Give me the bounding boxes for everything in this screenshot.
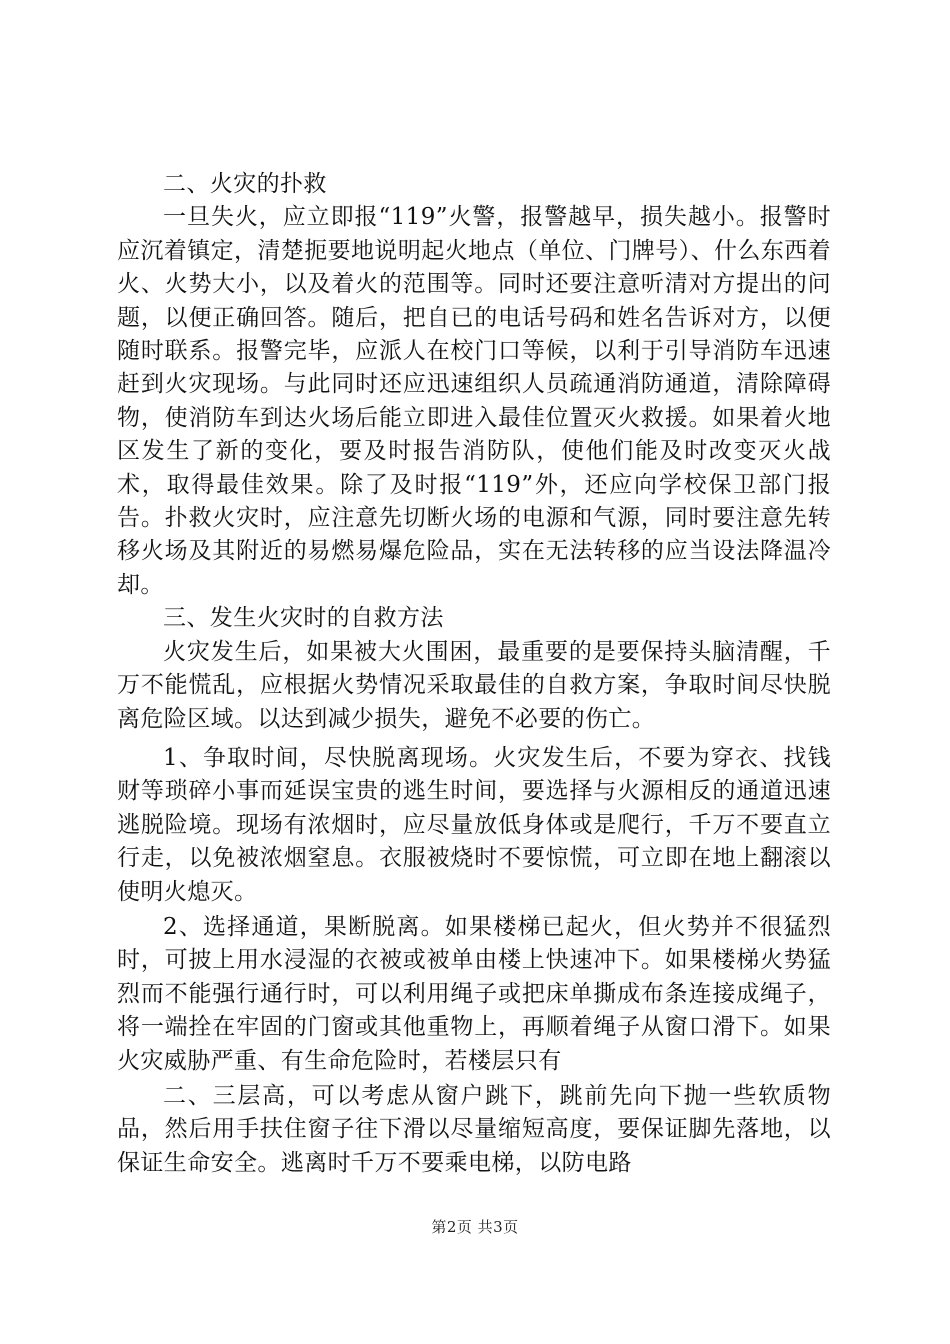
section-heading-self-rescue: 三、发生火灾时的自救方法 [163,605,444,632]
paragraph-fire-fighting: 一旦失火，应立即报“119”火警，报警越早，损失越小。报警时应沉着镇定，清楚扼要地说明起火地点（单位、门牌号）、什么东西着火、火势大小，以及着火的范围等。同时还要注意听清对方提出的问题，以便正确回答。随后，把自已的电话号码和姓名告诉对方，以便随时联系。报警完毕，应派人在校门口等候，以利于引导消防车迅速赶到火灾现场。与此同时还应迅速组织人员疏通消防通道，清除障碍物，使消防车到达火场后能立即进入最佳位置灭火救援。如果着火地区发生了新的变化，要及时报告消防队，使他们能及时改变灭火战术，取得最佳效果。除了及时报“119”外，还应向学校保卫部门报告。扑救火灾时，应注意先切断火场的电源和气源，同时要注意先转移火场及其附近的易燃易爆危险品，实在无法转移的应当设法降温冷却。 [117,204,831,598]
page-footer: 第2页 共3页 [431,1218,519,1236]
paragraph-self-rescue-2-cont: 二、三层高，可以考虑从窗户跳下，跳前先向下抛一些软质物品，然后用手扶住窗子往下滑以尽量缩短高度，要保证脚先落地，以保证生命安全。逃离时千万不要乘电梯，以防电路 [117,1082,831,1176]
section-heading-fire-fighting: 二、火灾的扑救 [163,171,327,197]
paragraph-self-rescue-intro: 火灾发生后，如果被大火围困，最重要的是要保持头脑清醒，千万不能慌乱，应根据火势情况采取最佳的自救方案，争取时间尽快脱离危险区域。以达到减少损失，避免不必要的伤亡。 [117,638,831,732]
document-body [117,168,831,1180]
paragraph-self-rescue-1: 1、争取时间，尽快脱离现场。火灾发生后，不要为穿衣、找钱财等琐碎小事而延误宝贵的逃生时间，要选择与火源相反的通道迅速逃脱险境。现场有浓烟时，应尽量放低身体或是爬行，千万不要直立行走，以免被浓烟窒息。衣服被烧时不要惊慌，可立即在地上翻滚以使明火熄灭。 [117,744,831,905]
paragraph-self-rescue-2: 2、选择通道，果断脱离。如果楼梯已起火，但火势并不很猛烈时，可披上用水浸湿的衣被或被单由楼上快速冲下。如果楼梯火势猛烈而不能强行通行时，可以利用绳子或把床单撕成布条连接成绳子，将一端拴在牢固的门窗或其他重物上，再顺着绳子从窗口滑下。如果火灾威胁严重、有生命危险时，若楼层只有 [117,913,831,1074]
